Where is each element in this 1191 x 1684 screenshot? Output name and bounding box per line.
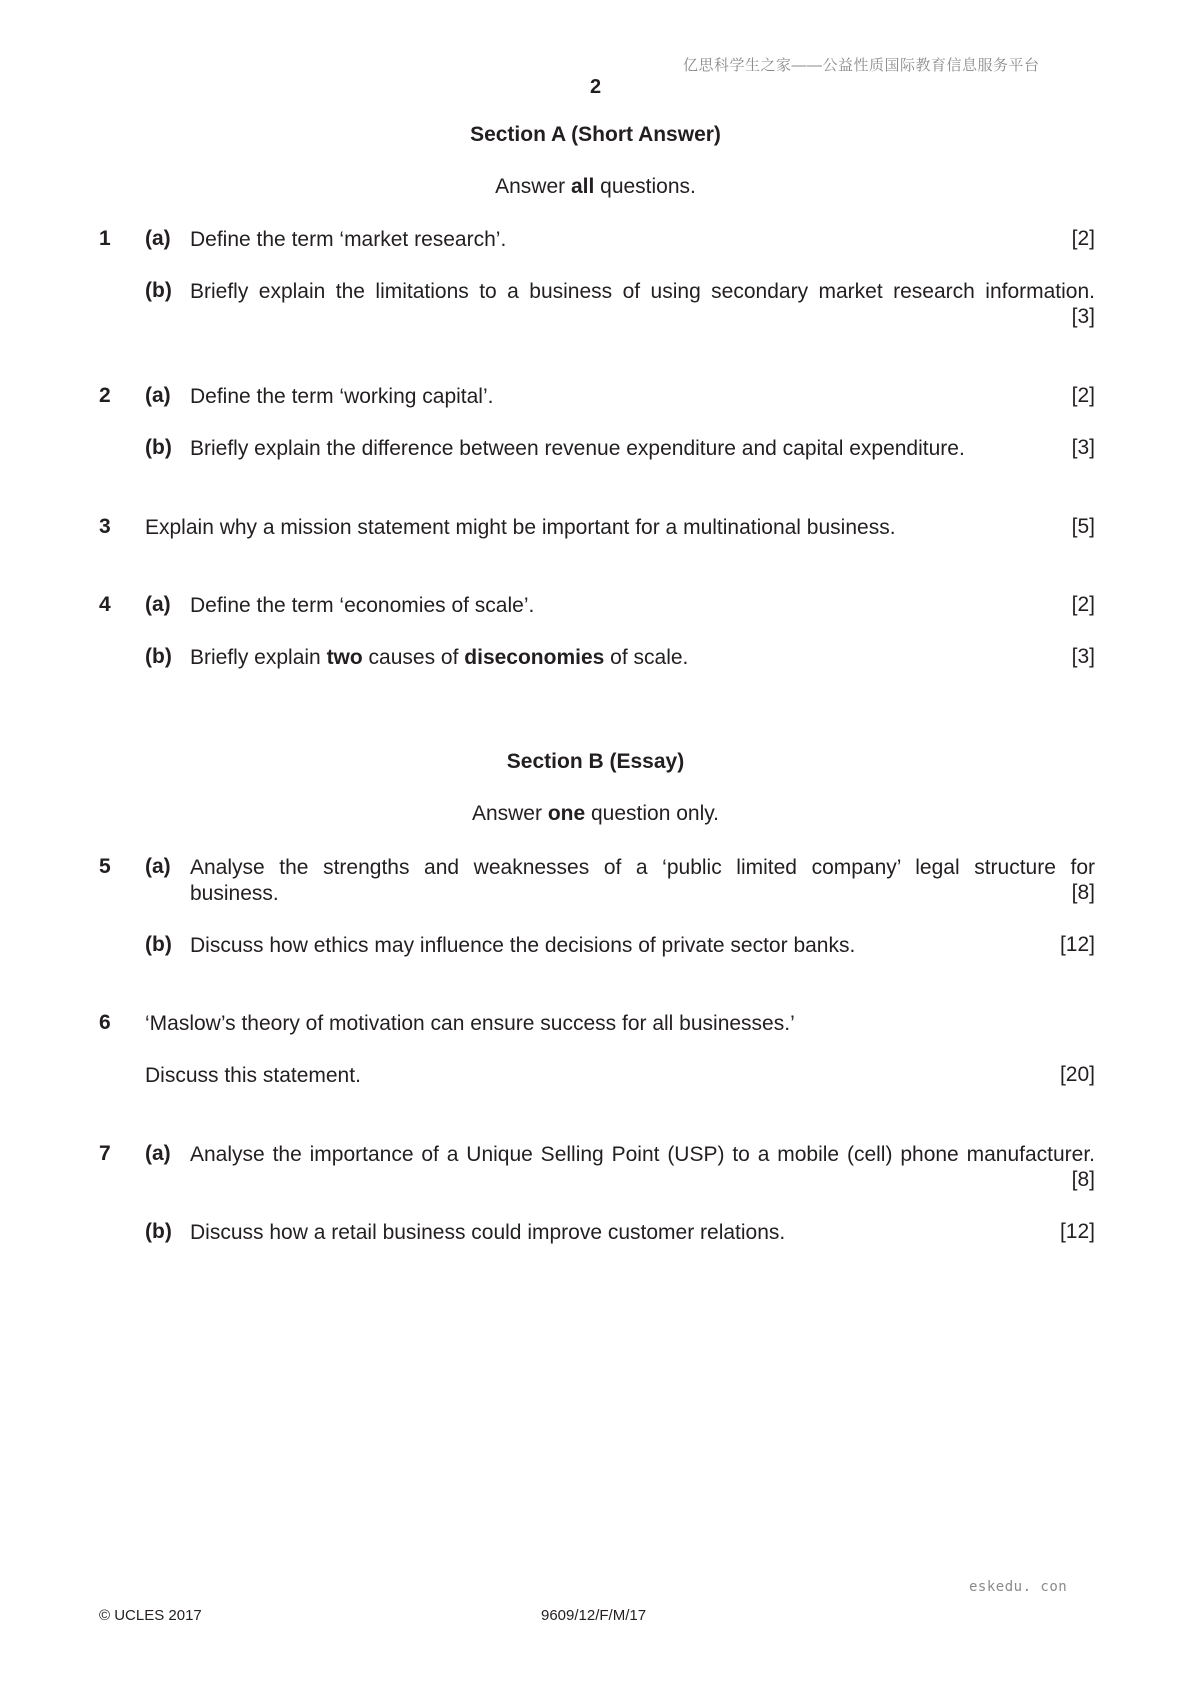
- question-4a-marks: [2]: [1071, 593, 1095, 616]
- question-5b-text: Discuss how ethics may influence the decisions of private sector banks.: [190, 934, 856, 957]
- question-7a-marks: [8]: [1071, 1168, 1095, 1191]
- watermark-bottom: eskedu. con: [969, 1579, 1068, 1595]
- question-2a-label: (a): [145, 384, 171, 407]
- question-5a-line1: Analyse the strengths and weaknesses of a ‘public limited company’ legal structure for: [190, 856, 1095, 879]
- question-1-number: 1: [99, 227, 111, 250]
- page-number: 2: [589, 76, 602, 98]
- question-3-text: Explain why a mission statement might be important for a multinational business.: [145, 516, 896, 539]
- question-5a-line2: business.: [190, 882, 279, 905]
- question-5b-label: (b): [145, 933, 172, 956]
- question-1b-text: Briefly explain the limitations to a business of using secondary market research information.: [190, 280, 1095, 303]
- question-6-quote: ‘Maslow’s theory of motivation can ensure success for all businesses.’: [145, 1012, 795, 1035]
- question-7b-marks: [12]: [1059, 1220, 1095, 1243]
- question-7b-text: Discuss how a retail business could improve customer relations.: [190, 1221, 786, 1244]
- question-1a-text: Define the term ‘market research’.: [190, 228, 507, 251]
- watermark-top: 亿思科学生之家——公益性质国际教育信息服务平台: [683, 57, 1040, 74]
- question-4b-marks: [3]: [1071, 645, 1095, 668]
- question-2b-text: Briefly explain the difference between revenue expenditure and capital expenditure.: [190, 437, 965, 460]
- question-4-number: 4: [99, 593, 111, 616]
- footer-code: 9609/12/F/M/17: [541, 1607, 647, 1624]
- footer-copyright: © UCLES 2017: [99, 1607, 202, 1624]
- question-6-number: 6: [99, 1011, 111, 1034]
- question-7-number: 7: [99, 1142, 111, 1165]
- question-1b-label: (b): [145, 279, 172, 302]
- question-1b-marks: [3]: [1071, 305, 1095, 328]
- question-4a-label: (a): [145, 593, 171, 616]
- question-2-number: 2: [99, 384, 111, 407]
- question-5a-label: (a): [145, 855, 171, 878]
- question-7a-text: Analyse the importance of a Unique Selling Point (USP) to a mobile (cell) phone manufacturer.: [190, 1143, 1095, 1166]
- question-4b-text: Briefly explain two causes of diseconomies of scale.: [190, 646, 689, 669]
- question-2a-text: Define the term ‘working capital’.: [190, 385, 494, 408]
- question-5b-marks: [12]: [1059, 933, 1095, 956]
- question-3-number: 3: [99, 515, 111, 538]
- question-5a-marks: [8]: [1071, 881, 1095, 904]
- question-2b-marks: [3]: [1071, 436, 1095, 459]
- question-3-marks: [5]: [1071, 515, 1095, 538]
- question-2a-marks: [2]: [1071, 384, 1095, 407]
- question-6-text: Discuss this statement.: [145, 1064, 361, 1087]
- section-a-title: Section A (Short Answer): [470, 123, 721, 146]
- question-5-number: 5: [99, 855, 111, 878]
- question-4a-text: Define the term ‘economies of scale’.: [190, 594, 535, 617]
- question-4b-label: (b): [145, 645, 172, 668]
- question-6-marks: [20]: [1059, 1063, 1095, 1086]
- question-1a-label: (a): [145, 227, 171, 250]
- question-7b-label: (b): [145, 1220, 172, 1243]
- section-a-instruction: Answer all questions.: [495, 175, 696, 198]
- question-2b-label: (b): [145, 436, 172, 459]
- section-b-title: Section B (Essay): [506, 750, 685, 773]
- question-1a-marks: [2]: [1071, 227, 1095, 250]
- question-7a-label: (a): [145, 1142, 171, 1165]
- section-b-instruction: Answer one question only.: [471, 802, 720, 825]
